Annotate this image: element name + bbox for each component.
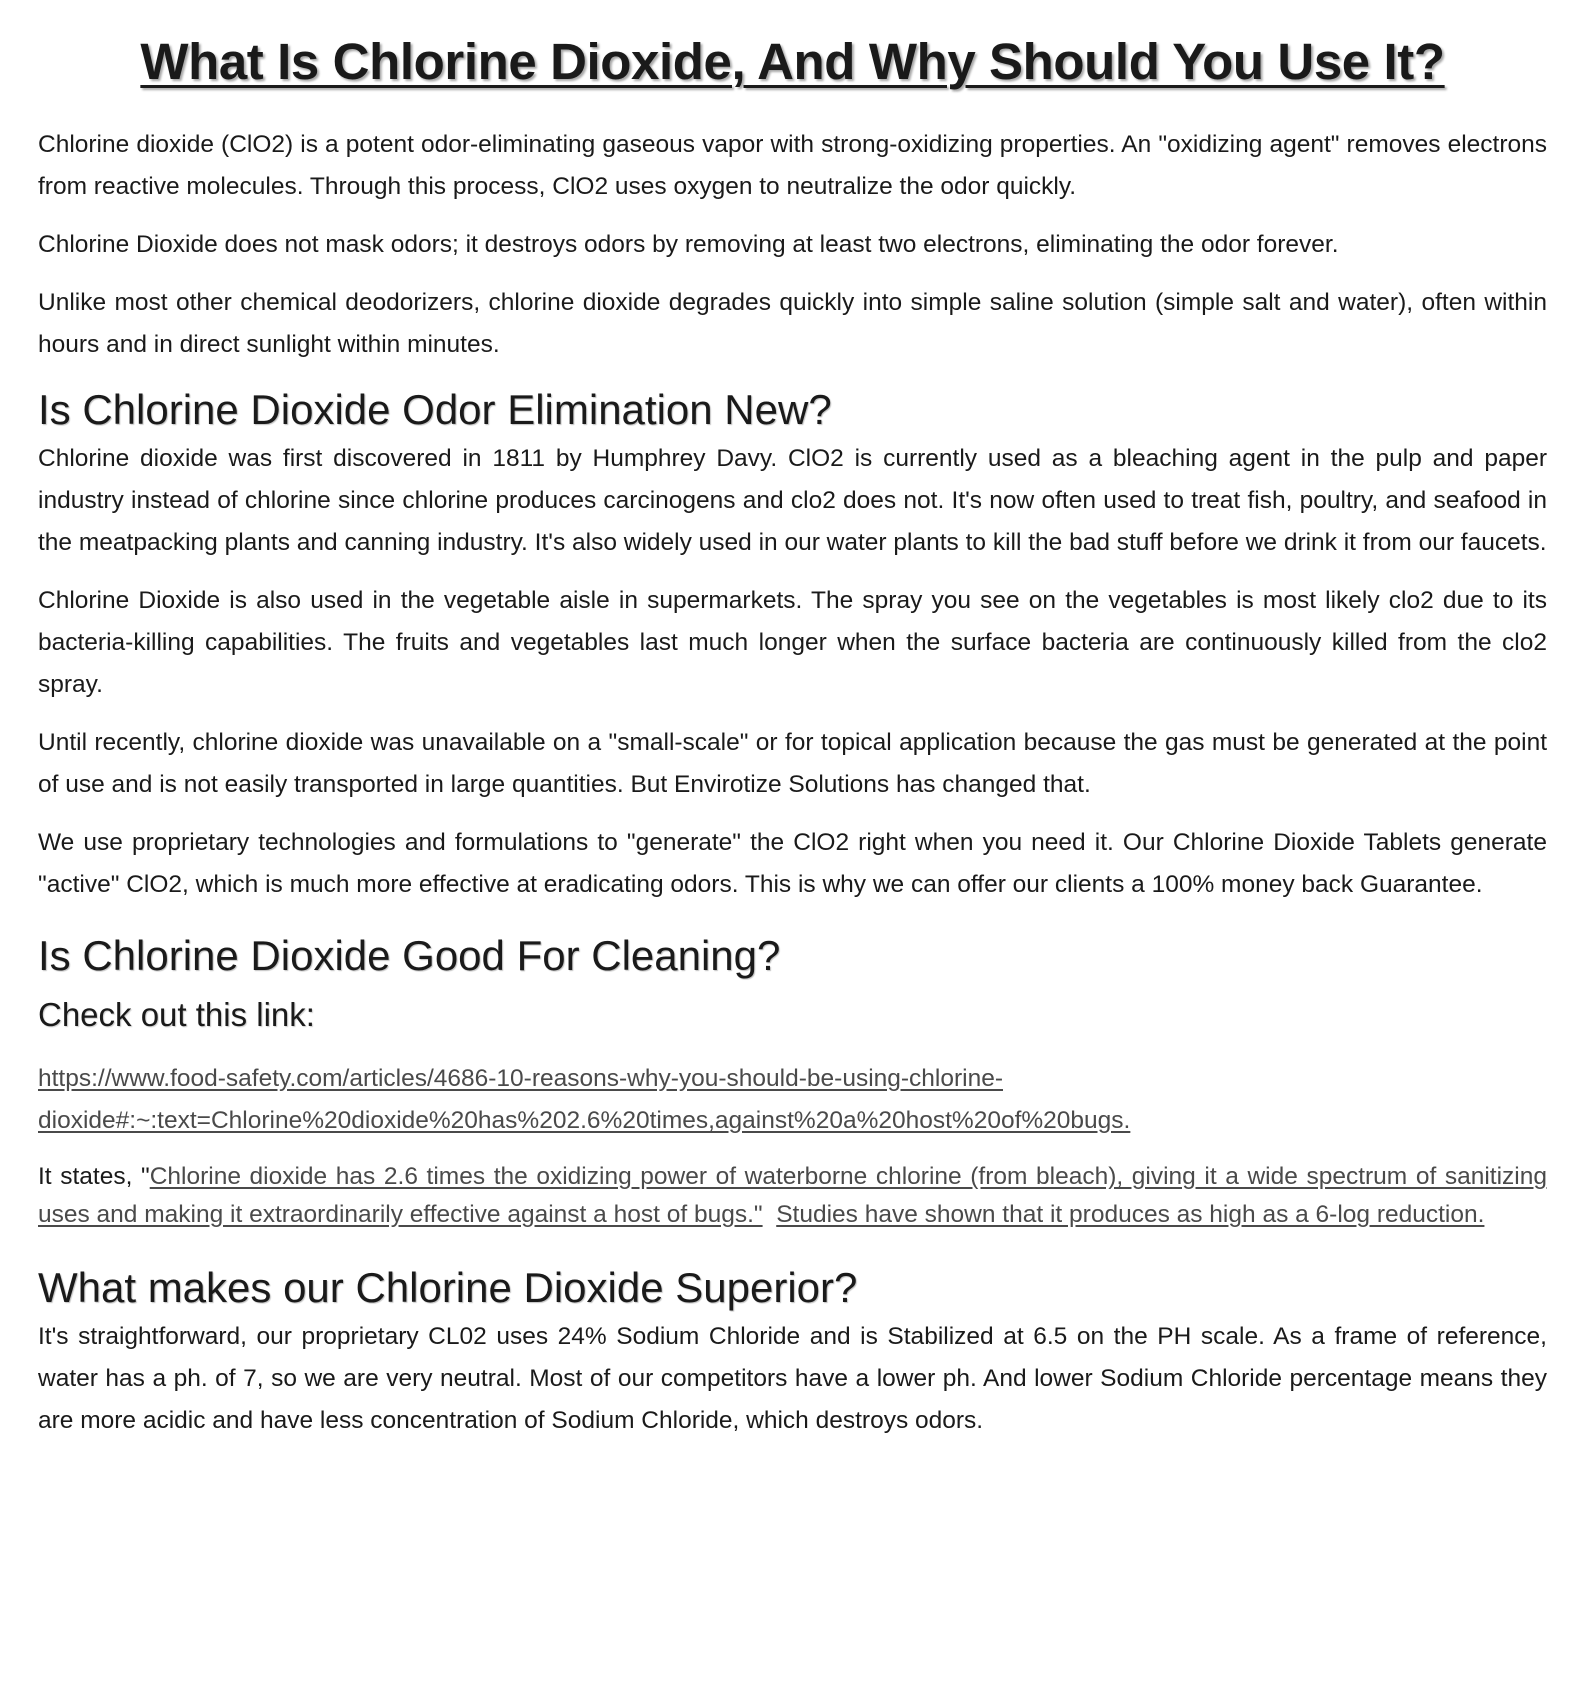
document-title: What Is Chlorine Dioxide, And Why Should You Use It? bbox=[140, 33, 1445, 90]
history-paragraph-4: We use proprietary technologies and formulations to "generate" the ClO2 right when you need it. Our Chlorine Dioxide Tablets generate "active" ClO2, which is much more effective at eradicating odors. This is why we can offer our clients a 100% money back Guarantee. bbox=[38, 829, 1547, 898]
history-paragraph-1: Chlorine dioxide was first discovered in 1811 by Humphrey Davy. ClO2 is currently used as a bleaching agent in the pulp and paper industry instead of chlorine since chlorine produces carcinogens and clo2 does not. It's now often used to treat fish, poultry, and seafood in the meatpacking plants and canning industry. It's also widely used in our water plants to kill the bad stuff before we drink it from our faucets. bbox=[38, 445, 1547, 556]
quote-link[interactable]: Chlorine dioxide has 2.6 times the oxidizing power of waterborne chlorine (from bleach), giving it a wide spectrum of sanitizing uses and making it extraordinarily effective against a host of bugs." bbox=[38, 1163, 1547, 1228]
intro-paragraph-1: Chlorine dioxide (ClO2) is a potent odor-eliminating gaseous vapor with strong-oxidizing properties. An "oxidizing agent" removes electrons from reactive molecules. Through this process, ClO2 uses oxygen to neutralize the odor quickly. bbox=[38, 131, 1547, 200]
check-link-subheading: Check out this link: bbox=[38, 996, 315, 1033]
states-prefix: It states, " bbox=[38, 1163, 150, 1190]
reference-link-paragraph bbox=[38, 1058, 1547, 1142]
quote-paragraph bbox=[38, 1158, 1547, 1234]
heading-superior: What makes our Chlorine Dioxide Superior? bbox=[38, 1264, 858, 1311]
superior-paragraph: It's straightforward, our proprietary CL02 uses 24% Sodium Chloride and is Stabilized at 6.5 on the PH scale. As a frame of reference, water has a ph. of 7, so we are very neutral. Most of our competitors have a lower ph. And lower Sodium Chloride percentage means they are more acidic and have less concentration of Sodium Chloride, which destroys odors. bbox=[38, 1323, 1547, 1434]
heading-good-for-cleaning: Is Chlorine Dioxide Good For Cleaning? bbox=[38, 932, 781, 979]
studies-link[interactable]: Studies have shown that it produces as high as a 6-log reduction. bbox=[776, 1201, 1485, 1228]
history-paragraph-2: Chlorine Dioxide is also used in the vegetable aisle in supermarkets. The spray you see on the vegetables is most likely clo2 due to its bacteria-killing capabilities. The fruits and vegetables last much longer when the surface bacteria are continuously killed from the clo2 spray. bbox=[38, 587, 1547, 698]
reference-link-line-2[interactable]: dioxide#:~:text=Chlorine%20dioxide%20has%202.6%20times,against%20a%20host%20of%20bugs. bbox=[38, 1107, 1131, 1134]
history-paragraph-3: Until recently, chlorine dioxide was unavailable on a "small-scale" or for topical application because the gas must be generated at the point of use and is not easily transported in large quantities. But Envirotize Solutions has changed that. bbox=[38, 729, 1547, 798]
heading-odor-elimination-new: Is Chlorine Dioxide Odor Elimination New? bbox=[38, 386, 832, 433]
reference-link-line-1[interactable]: https://www.food-safety.com/articles/4686-10-reasons-why-you-should-be-using-chlorine- bbox=[38, 1065, 1003, 1092]
intro-paragraph-3: Unlike most other chemical deodorizers, chlorine dioxide degrades quickly into simple saline solution (simple salt and water), often within hours and in direct sunlight within minutes. bbox=[38, 289, 1547, 358]
intro-paragraph-2: Chlorine Dioxide does not mask odors; it destroys odors by removing at least two electrons, eliminating the odor forever. bbox=[38, 231, 1339, 258]
reference-link[interactable] bbox=[38, 1065, 1130, 1134]
